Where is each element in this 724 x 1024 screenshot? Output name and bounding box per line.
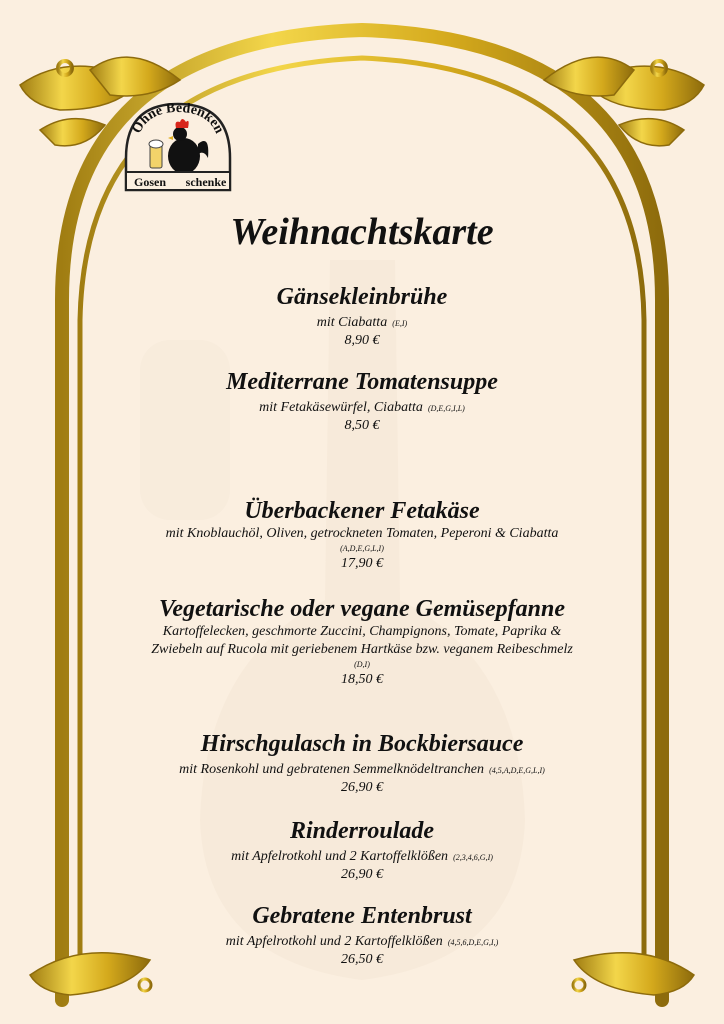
dish-allergens: (D,E,G,I,L) xyxy=(427,404,465,413)
dish-name: Mediterrane Tomatensuppe xyxy=(226,369,498,395)
dish-price: 26,90 € xyxy=(341,780,383,795)
dish-description-line xyxy=(90,311,634,332)
logo-top-text: Ohne Bedenken xyxy=(129,100,227,137)
logo-bottom-left-text: Gosen xyxy=(133,175,167,189)
dish-name: Rinderroulade xyxy=(289,818,435,844)
dish-allergens: (E,I) xyxy=(392,319,408,328)
menu-title: Weihnachtskarte xyxy=(230,211,494,253)
dish-description-line xyxy=(90,396,634,417)
dish-allergens: (A,D,E,G,L,I) xyxy=(340,544,384,553)
dish-name: Gebratene Entenbrust xyxy=(252,903,472,929)
dish-allergens: (4,5,A,D,E,G,L,I) xyxy=(489,766,545,775)
dish-allergens: (4,5,6,D,E,G,I,) xyxy=(447,938,499,947)
dish-price: 8,90 € xyxy=(344,333,380,348)
dish-rinderroulade xyxy=(90,817,634,884)
logo-bottom-right-text: schenke xyxy=(185,175,227,189)
dish-hirschgulasch xyxy=(90,730,634,797)
dish-price: 18,50 € xyxy=(341,672,383,687)
dish-description: mit Apfelrotkohl und 2 Kartoffelklößen xyxy=(231,849,449,864)
dish-name: Überbackener Fetakäse xyxy=(244,498,480,524)
dish-description: mit Apfelrotkohl und 2 Kartoffelklößen xyxy=(225,934,443,949)
dish-description: mit Knoblauchöl, Oliven, getrockneten Tomaten, Peperoni & Ciabatta xyxy=(165,526,559,541)
dish-name: Vegetarische oder vegane Gemüsepfanne xyxy=(159,596,565,622)
dish-description: mit Ciabatta xyxy=(316,315,388,330)
dish-entenbrust xyxy=(90,902,634,969)
dish-tomatensuppe xyxy=(90,368,634,435)
dish-fetakaese xyxy=(90,497,634,573)
dish-allergens: (2,3,4,6,G,I) xyxy=(453,853,493,862)
dish-description-line xyxy=(90,758,634,779)
dish-name: Gänsekleinbrühe xyxy=(276,284,448,310)
dish-name: Hirschgulasch in Bockbiersauce xyxy=(200,731,524,757)
dish-description: mit Fetakäsewürfel, Ciabatta xyxy=(259,400,423,415)
dish-price: 17,90 € xyxy=(341,556,383,571)
dish-gaensekleinbruehe xyxy=(90,283,634,350)
dish-description-line xyxy=(90,845,634,866)
dish-description: mit Rosenkohl und gebratenen Semmelknödeltranchen xyxy=(179,762,484,777)
dish-description-line-2: Zwiebeln auf Rucola mit geriebenem Hartkäse bzw. veganem Reibeschmelz xyxy=(151,642,573,657)
dish-price: 26,90 € xyxy=(341,867,383,882)
dish-description-line xyxy=(90,930,634,951)
dish-description-line-1: Kartoffelecken, geschmorte Zuccini, Champignons, Tomate, Paprika & xyxy=(162,624,562,639)
dish-gemuesepfanne xyxy=(90,595,634,689)
dish-price: 26,50 € xyxy=(341,952,383,967)
dish-price: 8,50 € xyxy=(344,418,380,433)
dish-allergens: (D,I) xyxy=(354,660,370,669)
